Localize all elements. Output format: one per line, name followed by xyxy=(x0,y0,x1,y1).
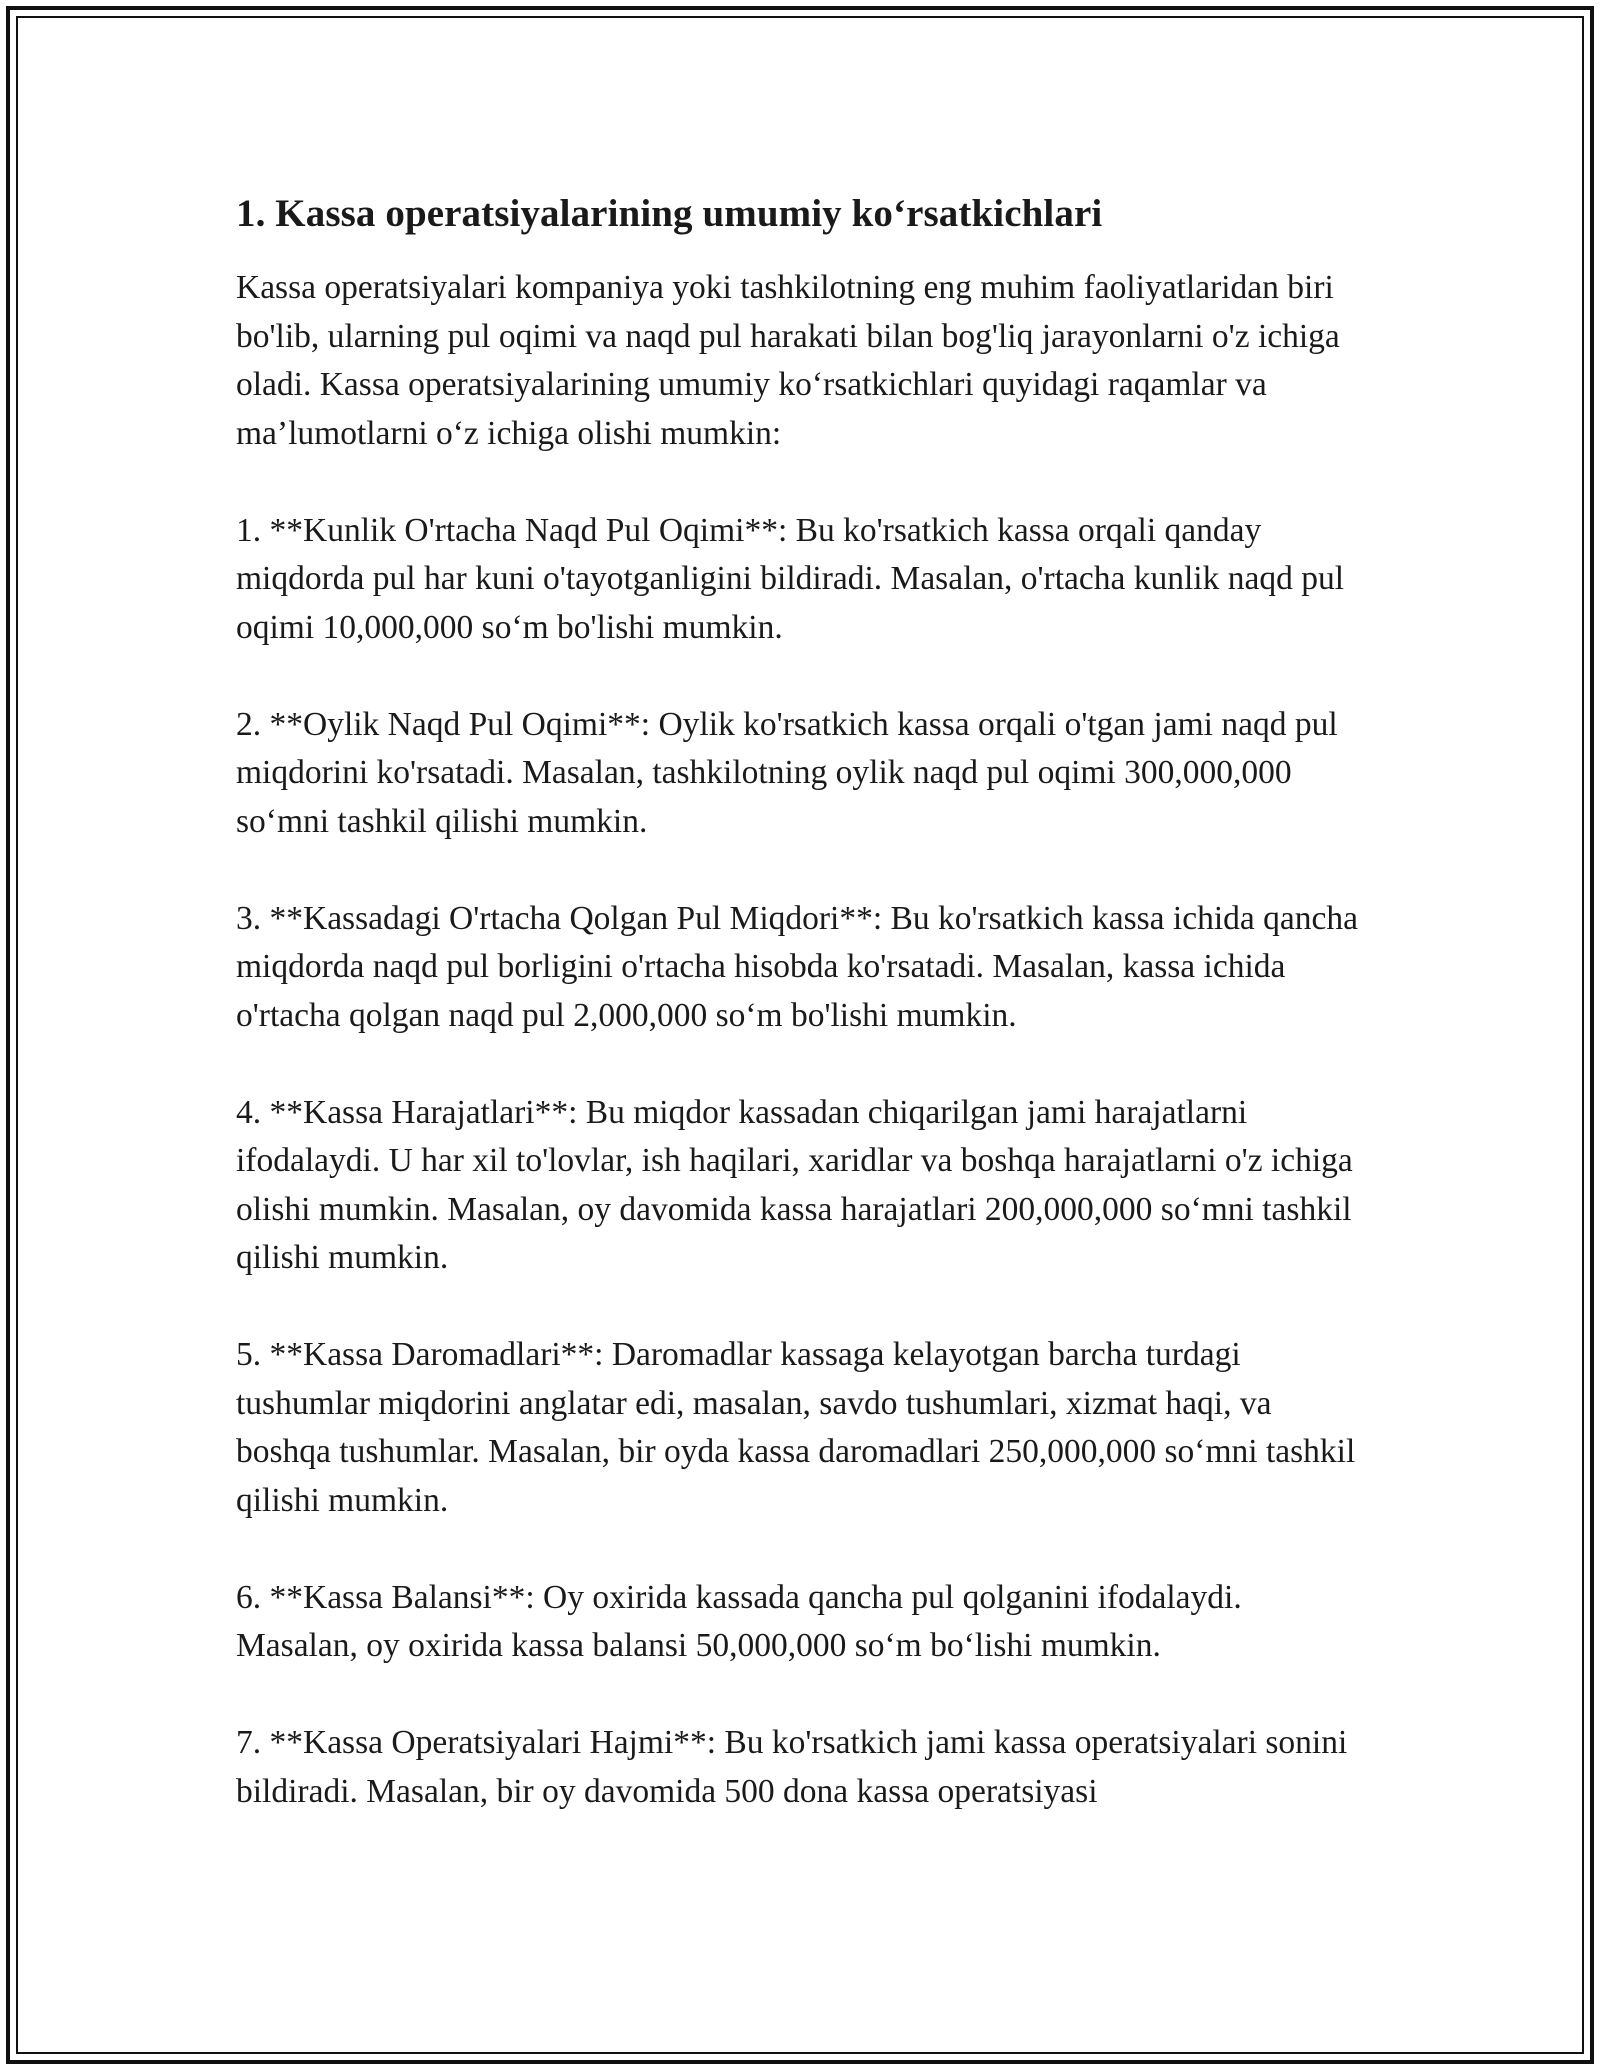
list-item-7: 7. **Kassa Operatsiyalari Hajmi**: Bu ko'rsatkich jami kassa operatsiyalari sonini bildiradi. Masalan, bir oy davomida 500 dona kassa operatsiyasi xyxy=(236,1724,1348,1810)
list-item-1: 1. **Kunlik O'rtacha Naqd Pul Oqimi**: Bu ko'rsatkich kassa orqali qanday miqdorda pul har kuni o'tayotganligini bildiradi. Masalan, o'rtacha kunlik naqd pul oqimi 10,000,000 so‘m bo'lishi mumkin. xyxy=(236,511,1345,646)
list-item-2: 2. **Oylik Naqd Pul Oqimi**: Oylik ko'rsatkich kassa orqali o'tgan jami naqd pul miqdorini ko'rsatadi. Masalan, tashkilotning oylik naqd pul oqimi 300,000,000 so‘mni tashkil qilishi mumkin. xyxy=(236,705,1338,840)
list-item-3: 3. **Kassadagi O'rtacha Qolgan Pul Miqdori**: Bu ko'rsatkich kassa ichida qancha miqdorda naqd pul borligini o'rtacha hisobda ko'rsatadi. Masalan, kassa ichida o'rtacha qolgan naqd pul 2,000,000 so‘m bo'lishi mumkin. xyxy=(236,899,1358,1034)
intro-paragraph: Kassa operatsiyalari kompaniya yoki tashkilotning eng muhim faoliyatlaridan biri bo'lib, ularning pul oqimi va naqd pul harakati bilan bog'liq jarayonlarni o'z ichiga oladi. Kassa operatsiyalarining umumiy ko‘rsatkichlari quyidagi raqamlar va ma’lumotlarni o‘z ichiga olishi mumkin: xyxy=(236,269,1340,452)
list-item-5: 5. **Kassa Daromadlari**: Daromadlar kassaga kelayotgan barcha turdagi tushumlar miqdorini anglatar edi, masalan, savdo tushumlari, xizmat haqi, va boshqa tushumlar. Masalan, bir oyda kassa daromadlari 250,000,000 so‘mni tashkil qilishi mumkin. xyxy=(236,1336,1356,1519)
section-heading: 1. Kassa operatsiyalarining umumiy ko‘rsatkichlari xyxy=(236,192,1103,235)
list-item-4: 4. **Kassa Harajatlari**: Bu miqdor kassadan chiqarilgan jami harajatlarni ifodalaydi. U har xil to'lovlar, ish haqilari, xaridlar va boshqa harajatlarni o'z ichiga olishi mumkin. Masalan, oy davomida kassa harajatlari 200,000,000 so‘mni tashkil qilishi mumkin. xyxy=(236,1093,1353,1276)
document-body xyxy=(236,190,1366,1816)
list-item-6: 6. **Kassa Balansi**: Oy oxirida kassada qancha pul qolganini ifodalaydi. Masalan, oy oxirida kassa balansi 50,000,000 so‘m bo‘lishi mumkin. xyxy=(236,1578,1242,1664)
